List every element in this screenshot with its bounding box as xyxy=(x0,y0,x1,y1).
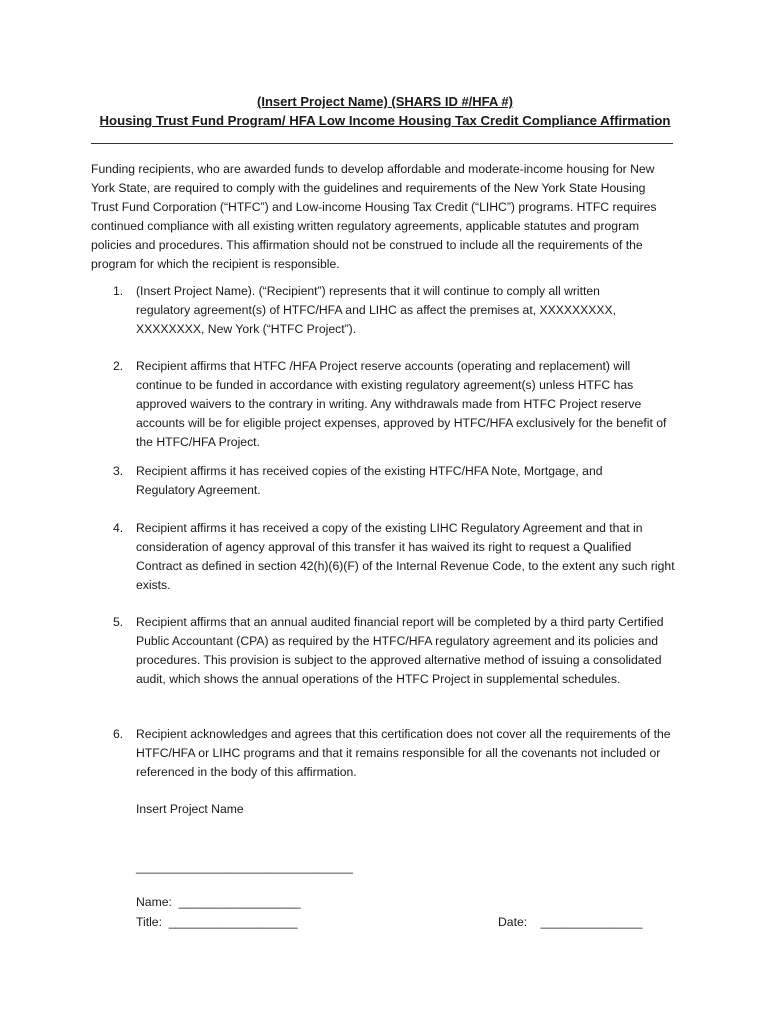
document-title-project: (Insert Project Name) (SHARS ID #/HFA #) xyxy=(257,94,513,109)
list-item-number: 2. xyxy=(113,359,124,373)
date-field[interactable]: Date: _______________ xyxy=(498,915,643,929)
signature-project-name: Insert Project Name xyxy=(136,802,244,816)
list-item-text: Recipient affirms that HTFC /HFA Project reserve accounts (operating and replacement) will continue to be funded in accordance with existing regulatory agreement(s) unless HTFC has approved waivers to the contrary in writing. Any withdrawals made from HTFC Project reserve accounts will be for eligible project expenses, approved by HTFC/HFA exclusively for the benefit of the HTFC/HFA Project. xyxy=(136,359,667,449)
list-item-number: 1. xyxy=(113,284,124,298)
title-field[interactable]: Title: ___________________ xyxy=(136,915,298,929)
list-item-text: Recipient affirms it has received copies of the existing HTFC/HFA Note, Mortgage, and Regulatory Agreement. xyxy=(136,464,603,497)
list-item-number: 5. xyxy=(113,615,124,629)
list-item-text: Recipient acknowledges and agrees that this certification does not cover all the requirements of the HTFC/HFA or LIHC programs and that it remains responsible for all the covenants not included or referenced in the body of this affirmation. xyxy=(136,727,671,779)
list-item-number: 6. xyxy=(113,727,124,741)
list-item-text: Recipient affirms it has received a copy of the existing LIHC Regulatory Agreement and that in consideration of agency approval of this transfer it has waived its right to request a Qualified Contract as defined in section 42(h)(6)(F) of the Internal Revenue Code, to the extent any such right exists. xyxy=(136,521,675,592)
intro-paragraph: Funding recipients, who are awarded funds to develop affordable and moderate-income housing for New York State, are required to comply with the guidelines and requirements of the New York State Housing Trust Fund Corporation (“HTFC”) and Low-income Housing Tax Credit (“LIHC”) programs. HTFC requires continued compliance with all existing written regulatory agreements, applicable statutes and program policies and procedures. This affirmation should not be construed to include all the requirements of the program for which the recipient is responsible. xyxy=(91,162,657,271)
name-field[interactable]: Name: __________________ xyxy=(136,895,301,909)
list-item-number: 4. xyxy=(113,521,124,535)
list-item-number: 3. xyxy=(113,464,124,478)
signature-line[interactable]: ________________________________ xyxy=(136,860,353,874)
document-title-program: Housing Trust Fund Program/ HFA Low Income Housing Tax Credit Compliance Affirmation xyxy=(99,113,671,128)
title-divider xyxy=(91,143,673,144)
list-item-text: (Insert Project Name). (“Recipient”) represents that it will continue to comply all written regulatory agreement(s) of HTFC/HFA and LIHC as affect the premises at, XXXXXXXXX, XXXXXXXX, New York (“HTFC Project”). xyxy=(136,284,617,336)
list-item-text: Recipient affirms that an annual audited financial report will be completed by a third party Certified Public Accountant (CPA) as required by the HTFC/HFA regulatory agreement and its policies and procedures. This provision is subject to the approved alternative method of issuing a consolidated audit, which shows the annual operations of the HTFC Project in supplemental schedules. xyxy=(136,615,664,686)
